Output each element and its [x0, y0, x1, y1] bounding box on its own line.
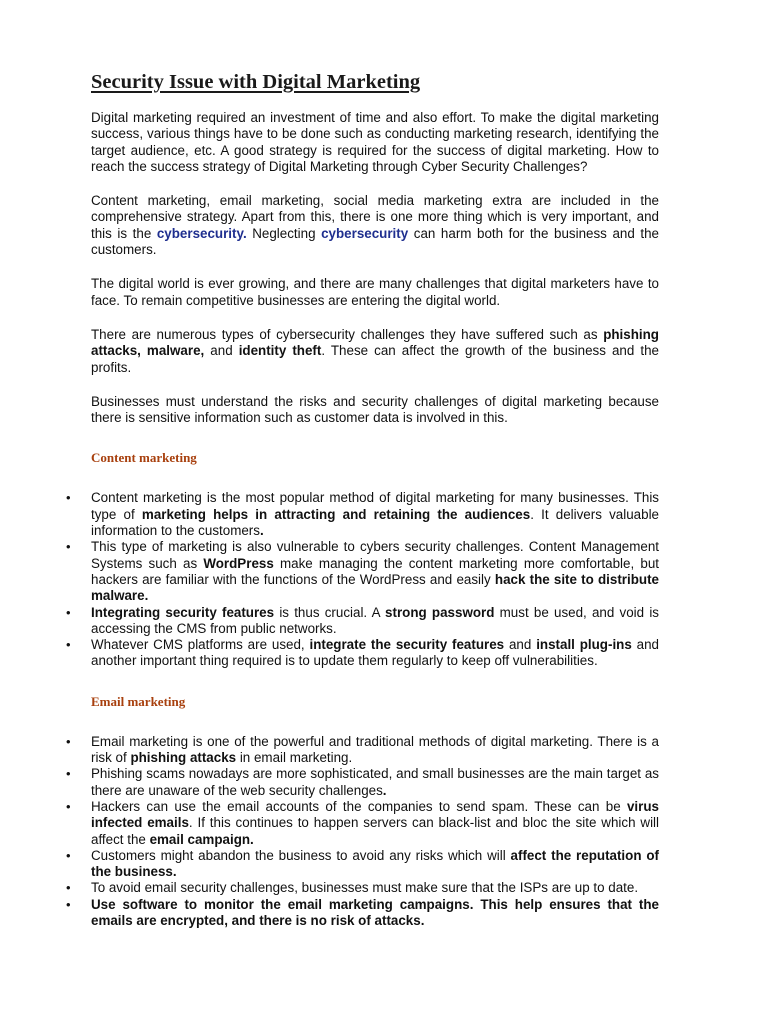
list-item-text	[91, 734, 659, 765]
text-run: This type of marketing is also vulnerable to cybers security challenges. Content Management Systems such as	[91, 539, 659, 571]
list-item	[66, 733, 659, 767]
list-item	[66, 490, 659, 539]
bold-text: phishing attacks	[130, 750, 237, 766]
list-item	[66, 847, 659, 881]
bullet-icon: •	[66, 733, 71, 749]
list-item	[66, 896, 659, 930]
text-run: must be used, and void is accessing the CMS from public networks.	[91, 604, 659, 636]
page-title: Security Issue with Digital Marketing	[91, 71, 421, 93]
bold-text: integrate the security features	[309, 637, 505, 653]
list-item	[66, 766, 659, 799]
text-run: . It delivers valuable information to the customers	[91, 506, 659, 539]
list-item-text	[91, 605, 659, 636]
bold-text: hack the site to distribute malware.	[91, 571, 659, 604]
list-item-text	[91, 880, 638, 895]
text-run: . These can affect the growth of the business and the profits.	[91, 343, 659, 375]
bold-text: .	[382, 782, 387, 798]
text-run: . If this continues to happen servers can black-list and bloc the site which will affect the	[91, 815, 659, 847]
text-run: Phishing scams nowadays are more sophisticated, and small businesses are the main target as there are unaware of the web security challenges	[91, 766, 659, 798]
text-run: Email marketing is one of the powerful and traditional methods of digital marketing. There is a risk of	[91, 733, 659, 766]
bold-text: identity theft	[238, 343, 322, 359]
text-run: and	[504, 637, 537, 653]
bullet-icon: •	[66, 637, 71, 653]
list-item-text	[91, 637, 659, 668]
text-run: To avoid email security challenges, businesses must make sure that the ISPs are up to date.	[91, 880, 639, 896]
text-run: Digital marketing required an investment of time and also effort. To make the digital marketing success, various things have to be done such as conducting marketing research, identifying the target audience, etc. A good strategy is required for the success of digital marketing. How to reach the success strategy of Digital Marketing through Cyber Security Challenges?	[91, 110, 659, 174]
list-item-text	[91, 539, 659, 603]
list-item-text	[91, 848, 659, 879]
text-run: Whatever CMS platforms are used,	[91, 637, 310, 653]
list-item-text	[91, 766, 659, 797]
bullet-icon: •	[66, 604, 71, 620]
bullet-icon: •	[66, 847, 71, 863]
text-run: The digital world is ever growing, and there are many challenges that digital marketers have to face. To remain competitive businesses are entering the digital world.	[91, 276, 659, 308]
keyword-highlight: cybersecurity	[321, 225, 409, 241]
text-run: can harm both for the business and the customers.	[91, 225, 659, 258]
bold-text: WordPress	[203, 555, 274, 571]
bullet-icon: •	[66, 766, 71, 782]
text-run: Content marketing is the most popular method of digital marketing for many businesses. This type of	[91, 490, 659, 522]
text-run: Content marketing, email marketing, social media marketing extra are included in the comprehensive strategy. Apart from this, there is one more thing which is very important, and this is the	[91, 193, 659, 241]
content-marketing-list	[66, 490, 659, 669]
intro-paragraph	[91, 110, 659, 175]
bold-text: virus infected emails	[91, 798, 659, 831]
section-heading-email-marketing: Email marketing	[91, 693, 186, 709]
bullet-icon: •	[66, 798, 71, 814]
text-run: There are numerous types of cybersecurity challenges they have suffered such as	[91, 326, 604, 342]
bold-text: phishing attacks, malware,	[91, 326, 659, 359]
intro-paragraph	[91, 193, 659, 258]
email-marketing-list	[66, 733, 659, 930]
bullet-icon: •	[66, 490, 71, 506]
text-run: Neglecting	[246, 225, 322, 241]
document-body	[66, 70, 659, 929]
bullet-icon: •	[66, 896, 71, 912]
bullet-icon: •	[66, 880, 71, 896]
bold-text: marketing helps in attracting and retaining the audiences	[141, 506, 531, 522]
bold-text: .	[259, 523, 264, 539]
text-run: and	[204, 343, 239, 359]
intro-paragraph	[91, 276, 659, 309]
list-item	[66, 539, 659, 604]
bold-text: Use software to monitor the email marketing campaigns. This help ensures that the emails are encrypted, and there is no risk of attacks.	[91, 896, 659, 928]
text-run: make managing the content marketing more comfortable, but hackers are familiar with the functions of the WordPress and easily	[91, 555, 659, 587]
intro-paragraph	[91, 327, 659, 376]
keyword-highlight: cybersecurity.	[156, 225, 247, 241]
intro-paragraph	[91, 394, 659, 427]
list-item	[66, 880, 659, 896]
intro-section	[91, 110, 659, 426]
list-item-text	[91, 799, 659, 847]
text-run: Hackers can use the email accounts of the companies to send spam. These can be	[91, 798, 627, 814]
bold-text: install plug-ins	[536, 637, 632, 653]
bold-text: Integrating security features	[91, 604, 275, 620]
bold-text: email campaign.	[149, 831, 254, 847]
bullet-icon: •	[66, 539, 71, 555]
text-run: and another important thing required is to update them regularly to keep off vulnerabilities.	[91, 637, 659, 669]
list-item	[66, 637, 659, 670]
list-item	[66, 604, 659, 638]
list-item-text	[91, 897, 659, 928]
text-run: Customers might abandon the business to avoid any risks which will	[91, 847, 511, 863]
text-run: in email marketing.	[236, 750, 353, 766]
bold-text: strong password	[385, 604, 495, 620]
list-item	[66, 798, 659, 848]
bold-text: affect the reputation of the business.	[91, 847, 659, 880]
text-run: is thus crucial. A	[274, 604, 386, 620]
list-item-text	[91, 490, 659, 538]
text-run: Businesses must understand the risks and security challenges of digital marketing because there is sensitive information such as customer data is involved in this.	[91, 393, 659, 426]
section-heading-content-marketing: Content marketing	[91, 450, 197, 466]
